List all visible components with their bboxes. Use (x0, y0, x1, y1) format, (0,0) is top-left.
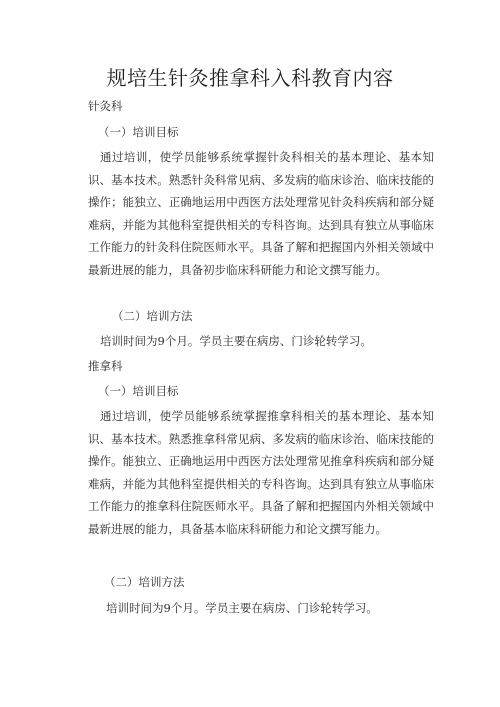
subheading-acupuncture-goal: （一）培训目标 (98, 125, 179, 139)
subheading-tuina-method: （二）培训方法 (104, 575, 185, 589)
section-heading-tuina: 推拿科 (88, 359, 123, 373)
subheading-acupuncture-method: （二）培训方法 (112, 309, 193, 323)
paragraph-tuina-goal: 通过培训，使学员能够系统掌握推拿科相关的基本理论、基本知识、基本技术。熟悉推拿科常见病、多发病的临床诊治、临床技能的操作。能独立、正确地运用中西医方法处理常见推拿科疾病和部分疑难病，并能为其他科室提供相关的专科咨询。达到具有独立从事临床工作能力的推拿科住院医师水平。具备了解和把握国内外相关领域中最新进展的能力，具备基本临床科研能力和论文撰写能力。 (88, 409, 434, 536)
section-heading-acupuncture: 针灸科 (88, 99, 123, 113)
paragraph-acupuncture-goal: 通过培训，使学员能够系统掌握针灸科相关的基本理论、基本知识、基本技术。熟悉针灸科常见病、多发病的临床诊治、临床技能的操作；能独立、正确地运用中西医方法处理常见针灸科疾病和部分疑难病，并能为其他科室提供相关的专科咨询。达到具有独立从事临床工作能力的针灸科住院医师水平。具备了解和把握国内外相关领域中最新进展的能力，具备初步临床科研能力和论文撰写能力。 (88, 150, 434, 277)
document-title: 规培生针灸推拿科入科教育内容 (106, 66, 394, 90)
paragraph-tuina-method: 培训时间为9个月。学员主要在病房、门诊轮转学习。 (106, 601, 378, 615)
paragraph-acupuncture-method: 培训时间为9个月。学员主要在病房、门诊轮转学习。 (100, 334, 372, 348)
subheading-tuina-goal: （一）培训目标 (98, 384, 179, 398)
